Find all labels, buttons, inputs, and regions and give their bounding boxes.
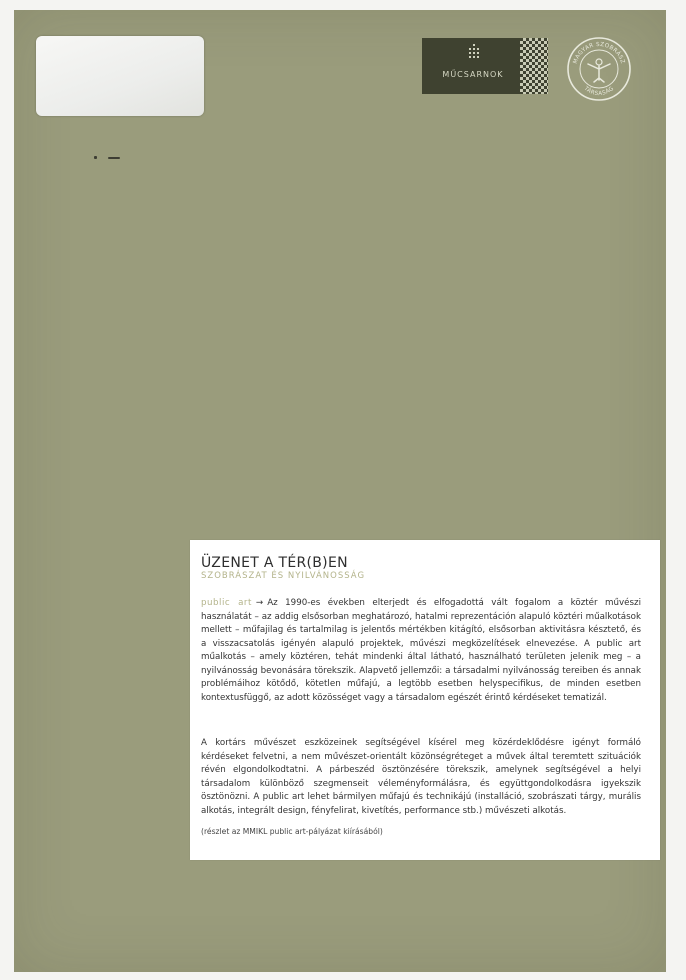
label-sticker — [36, 36, 204, 116]
arrow-right-icon: → — [255, 598, 264, 608]
seal-bottom-text: TÁRSASÁG — [582, 85, 616, 98]
sculptor-society-seal-icon — [566, 36, 632, 102]
seal-top-text: MAGYAR SZOBRÁSZ — [572, 41, 626, 65]
lead-term: public art — [201, 598, 252, 608]
checker-pattern — [520, 38, 548, 94]
article-paragraph-2: A kortárs művészet eszközeinek segítségével kísérel meg közérdeklődésre igényt formáló kérdéseket felvetni, a nem művészet-orientált közönségréteget a művek által teremtett szituációk révén elgondolkodtatni. A párbeszéd ösztönzésére törekszik, amelynek segítségével a helyi társadalom különböző szegmenseit véleményformálásra, és együttgondolkodásra igyekszik ösztönözni. A public art lehet bármilyen műfajú és technikájú (installáció, szobrászati tárgy, murális alkotás, integrált design, fényfelirat, kivetítés, performance stb.) művészeti alkotás. — [201, 738, 641, 816]
article-paragraph-1 — [201, 597, 641, 705]
svg-text:TÁRSASÁG — [582, 85, 615, 97]
source-note: (részlet az MMIKL public art-pályázat kiírásából) — [201, 827, 383, 836]
speck-mark — [94, 156, 120, 159]
logo-name: MŰCSARNOK — [442, 70, 504, 79]
article-title: ÜZENET A TÉR(B)EN — [201, 555, 348, 571]
logo-dots-icon — [468, 44, 480, 60]
svg-text:MAGYAR SZOBRÁSZ — [573, 42, 626, 65]
article-subtitle: SZOBRÁSZAT ÉS NYILVÁNOSSÁG — [201, 571, 366, 581]
paragraph-1-text: Az 1990-es években elterjedt és elfogadottá vált fogalom a köztér művészi használatát – az addig elsősorban meghatározó, hatalmi reprezentáción alapuló köztéri műalkotások mellett – műfajilag és tartalmilag is jelentős mértékben kitágító, elsősorban aktivitásra késztető, és a visszacsatolás igényén alapuló projektek, művészi megközelítések elnevezése. A public art műalkotás – amely köztéren, tehát mindenki által látható, használható területen jelenik meg – a nyilvánosság bevonására törekszik. Alapvető jellemzői: a társadalmi nyilvánosság tereiben és annak problémáihoz kötődő, kötetlen műfajú, a legtöbb esetben helyspecifikus, de minden esetben kontextusfüggő, az adott közösséget vagy a társadalom egészét érintő kérdéseket tematizál. — [201, 598, 642, 703]
